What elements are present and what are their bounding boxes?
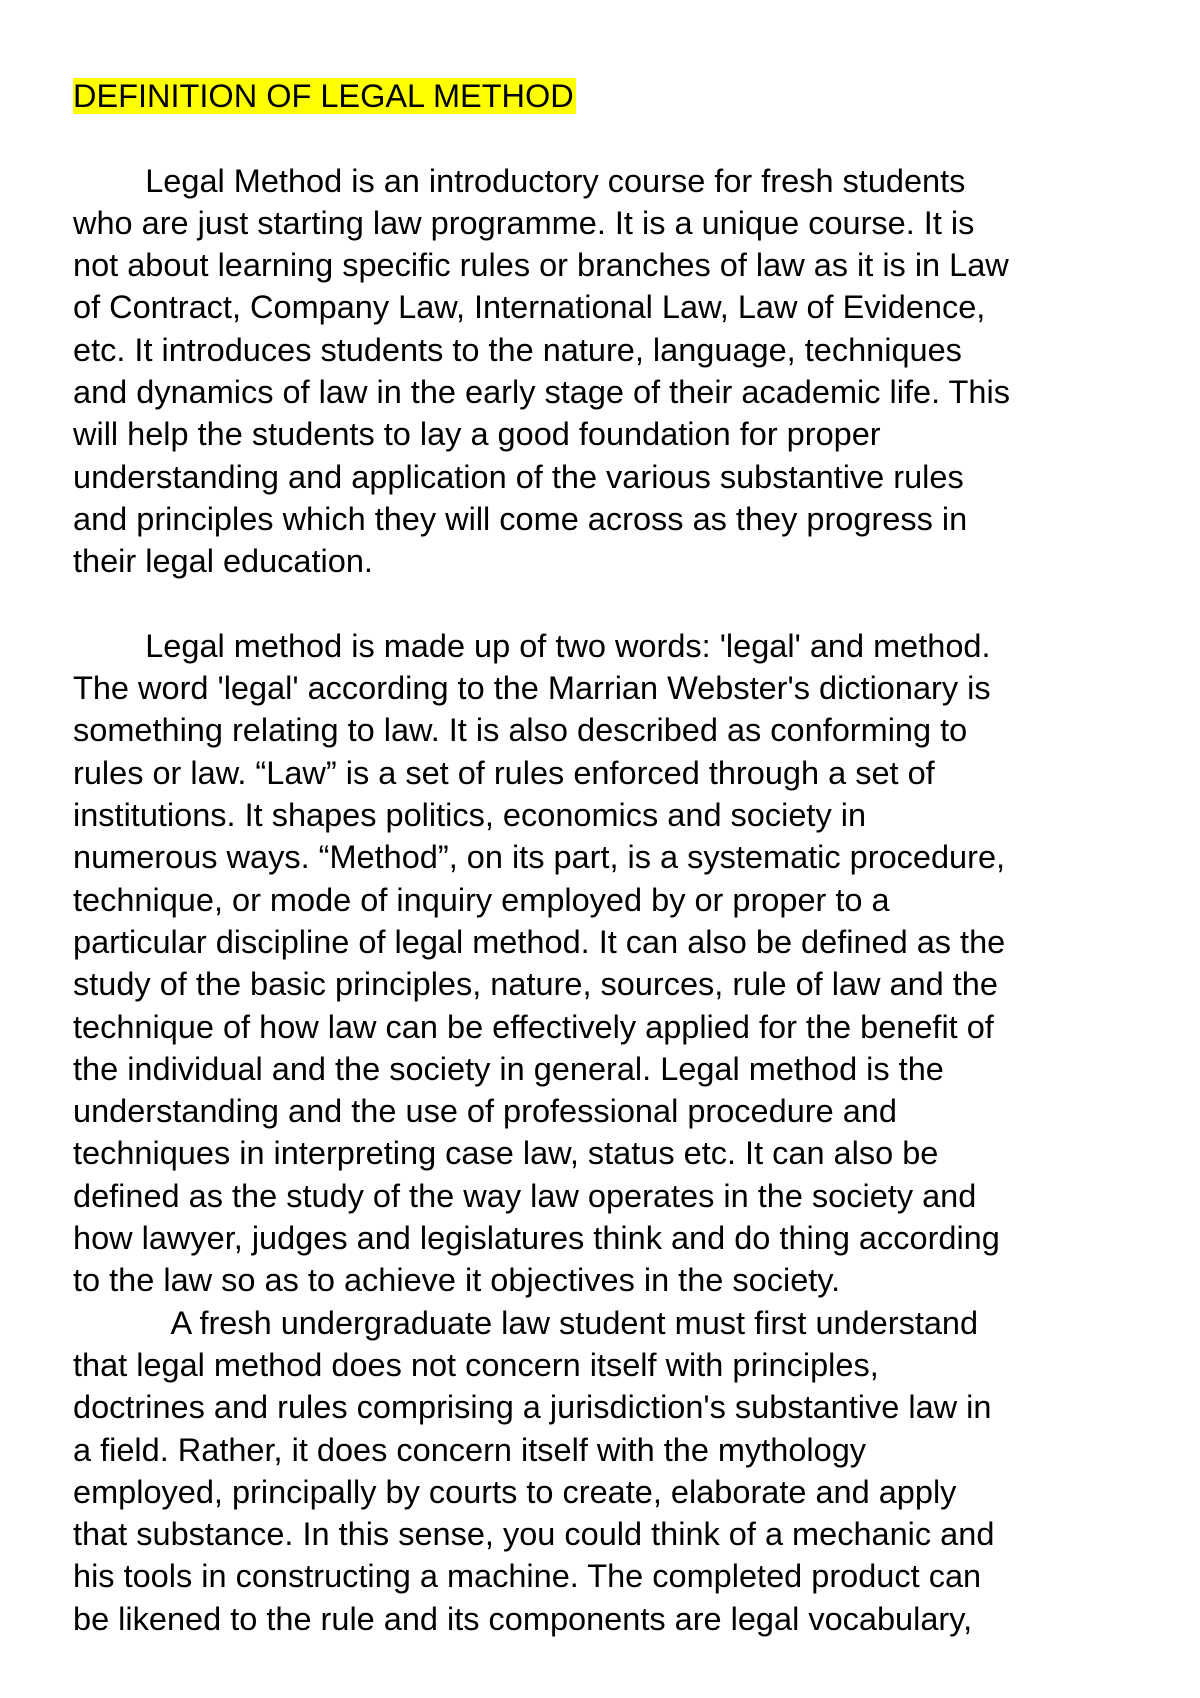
paragraph-line: particular discipline of legal method. It can also be defined as the: [73, 923, 1006, 960]
paragraph-line: of Contract, Company Law, International Law, Law of Evidence,: [73, 289, 986, 326]
paragraph-line: and principles which they will come across as they progress in: [73, 500, 968, 537]
paragraph-line: their legal education.: [73, 543, 373, 580]
paragraph-line: study of the basic principles, nature, sources, rule of law and the: [73, 966, 998, 1003]
paragraph-line: numerous ways. “Method”, on its part, is a systematic procedure,: [73, 839, 1006, 876]
paragraph-line: will help the students to lay a good foundation for proper: [73, 416, 881, 453]
paragraph-line: not about learning specific rules or branches of law as it is in Law: [73, 247, 1009, 284]
paragraph-line: that substance. In this sense, you could think of a mechanic and: [73, 1516, 995, 1553]
paragraph-line: understanding and application of the various substantive rules: [73, 458, 964, 495]
paragraph-line: that legal method does not concern itself with principles,: [73, 1346, 879, 1383]
paragraph-line: something relating to law. It is also described as conforming to: [73, 712, 968, 749]
paragraph-line: rules or law. “Law” is a set of rules enforced through a set of: [73, 754, 935, 791]
paragraph-line: etc. It introduces students to the nature, language, techniques: [73, 331, 962, 368]
paragraph-line: a field. Rather, it does concern itself with the mythology: [73, 1431, 867, 1468]
document-body: [73, 75, 1143, 1640]
paragraph-spacer: [73, 583, 1143, 625]
paragraph-line: Legal method is made up of two words: 'legal' and method.: [73, 627, 991, 664]
paragraph-line: and dynamics of law in the early stage of their academic life. This: [73, 374, 1010, 411]
paragraph-line: his tools in constructing a machine. The completed product can: [73, 1558, 982, 1595]
paragraph-line: who are just starting law programme. It is a unique course. It is: [73, 204, 975, 241]
paragraph-line: employed, principally by courts to create, elaborate and apply: [73, 1473, 957, 1510]
title-line: [73, 75, 1143, 117]
paragraph-line: Legal Method is an introductory course for fresh students: [73, 162, 966, 199]
page-title: DEFINITION OF LEGAL METHOD: [73, 78, 574, 114]
paragraph-line: how lawyer, judges and legislatures think and do thing according: [73, 1220, 1000, 1257]
paragraph-line: understanding and the use of professional procedure and: [73, 1093, 897, 1130]
paragraph-line: The word 'legal' according to the Marrian Webster's dictionary is: [73, 670, 991, 707]
paragraph-spacer: [73, 117, 1143, 159]
paragraph-line: A fresh undergraduate law student must first understand: [73, 1304, 979, 1341]
paragraph-line: defined as the study of the way law operates in the society and: [73, 1177, 977, 1214]
paragraph-2: [73, 625, 1143, 1302]
paragraph-line: technique, or mode of inquiry employed by or proper to a: [73, 881, 890, 918]
paragraph-line: the individual and the society in general. Legal method is the: [73, 1050, 944, 1087]
paragraph-line: doctrines and rules comprising a jurisdiction's substantive law in: [73, 1389, 992, 1426]
paragraph-line: institutions. It shapes politics, economics and society in: [73, 797, 867, 834]
paragraph-3: [73, 1302, 1143, 1640]
paragraph-line: to the law so as to achieve it objectives in the society.: [73, 1262, 841, 1299]
paragraph-1: [73, 160, 1143, 583]
paragraph-line: be likened to the rule and its components are legal vocabulary,: [73, 1600, 973, 1637]
paragraph-line: technique of how law can be effectively applied for the benefit of: [73, 1008, 994, 1045]
paragraph-line: techniques in interpreting case law, status etc. It can also be: [73, 1135, 939, 1172]
